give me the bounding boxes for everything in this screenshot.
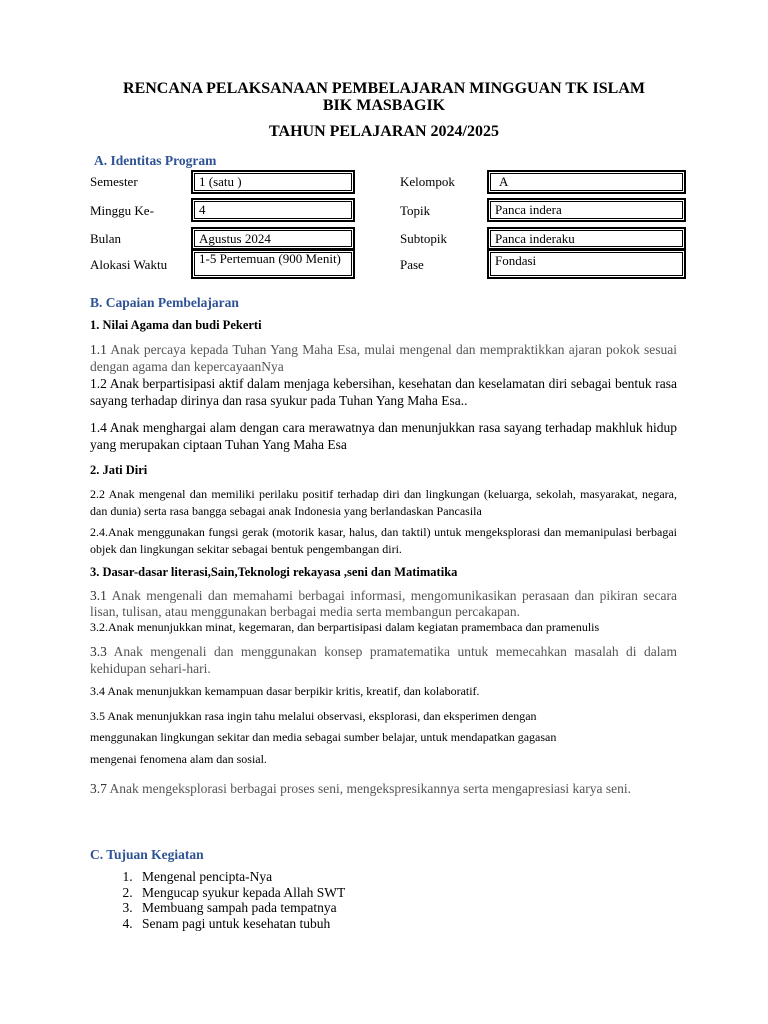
section-c-heading: C. Tujuan Kegiatan xyxy=(90,847,204,862)
semester-label: Semester xyxy=(90,174,138,189)
outcome-3-5-line3: mengenai fenomena alam dan sosial. xyxy=(90,752,267,766)
outcome-1-2: 1.2 Anak berpartisipasi aktif dalam menjaga kebersihan, kesehatan dan keselamatan diri sebagai bentuk rasa sayang terhadap dirinya dan rasa syukur pada Tuhan Yang Maha Esa.. xyxy=(90,376,677,408)
outcome-3-1 xyxy=(90,588,677,620)
outcome-3-7 xyxy=(90,780,677,797)
goal-item: 2. Mengucap syukur kepada Allah SWT xyxy=(136,885,345,901)
goal-item: 4. Senam pagi untuk kesehatan tubuh xyxy=(136,916,345,932)
outcome-3-3-text: Anak mengenali dan menggunakan konsep pramatematika untuk memecahkan masalah di dalam kehidupan sehari-hari. xyxy=(90,644,677,676)
goal-item: 3. Membuang sampah pada tempatnya xyxy=(136,900,345,916)
alokasi-waktu-value-box: 1-5 Pertemuan (900 Menit) xyxy=(191,249,355,279)
topik-value-box: Panca indera xyxy=(487,198,686,222)
minggu-label: Minggu Ke- xyxy=(90,203,154,218)
topik-label: Topik xyxy=(400,203,431,218)
outcome-3-7-number: 3.7 xyxy=(90,781,107,796)
subtopik-value-box: Panca inderaku xyxy=(487,227,686,250)
pase-value-box: Fondasi xyxy=(487,249,686,279)
outcome-3-3 xyxy=(90,643,677,677)
outcome-3-7-text: Anak mengeksplorasi berbagai proses seni, mengekspresikannya serta mengapresiasi karya seni. xyxy=(106,781,631,796)
outcome-3-1-text: Anak mengenali dan memahami berbagai informasi, mengomunikasikan perasaan dan pikiran secara lisan, tulisan, atau menggunakan berbagai media serta membangun percakapan. xyxy=(90,588,677,619)
outcome-1-1-text: Anak percaya kepada Tuhan Yang Maha Esa, mulai mengenal dan mempraktikkan ajaran pokok sesuai dengan agama dan kepercayaanNya xyxy=(90,342,677,374)
outcome-1-1 xyxy=(90,341,677,375)
document-title-line1: RENCANA PELAKSANAAN PEMBELAJARAN MINGGUAN TK ISLAM xyxy=(123,80,645,97)
outcome-3-4: 3.4 Anak menunjukkan kemampuan dasar berpikir kritis, kreatif, dan kolaboratif. xyxy=(90,684,480,698)
subsection-nilai-agama-title: 1. Nilai Agama dan budi Pekerti xyxy=(90,318,262,332)
outcome-1-4: 1.4 Anak menghargai alam dengan cara merawatnya dan menunjukkan rasa sayang terhadap makhluk hidup yang merupakan ciptaan Tuhan Yang Maha Esa xyxy=(90,420,677,452)
outcome-2-2: 2.2 Anak mengenal dan memiliki perilaku positif terhadap diri dan lingkungan (keluarga, sekolah, masyarakat, negara, dan dunia) serta rasa bangga sebagai anak Indonesia yang berlandaskan Pancasila xyxy=(90,487,677,518)
kelompok-value-box: A xyxy=(487,170,686,194)
outcome-3-1-number: 3.1 xyxy=(90,588,107,603)
alokasi-waktu-label: Alokasi Waktu xyxy=(90,257,168,272)
bulan-value-box: Agustus 2024 xyxy=(191,227,355,250)
pase-label: Pase xyxy=(400,257,424,272)
outcome-3-5-line1: 3.5 Anak menunjukkan rasa ingin tahu melalui observasi, eksplorasi, dan eksperimen dengan xyxy=(90,709,537,723)
section-b-heading: B. Capaian Pembelajaran xyxy=(90,295,239,310)
document-title-line2: BIK MASBAGIK xyxy=(322,97,446,114)
activity-goals-list xyxy=(113,869,345,931)
section-a-heading: A. Identitas Program xyxy=(94,153,217,168)
subsection-jati-diri-title: 2. Jati Diri xyxy=(90,463,148,477)
outcome-2-4: 2.4.Anak menggunakan fungsi gerak (motorik kasar, halus, dan taktil) untuk mengeksplorasi dan memanipulasi berbagai objek dan lingkungan sekitar sebagai bentuk pengembangan diri. xyxy=(90,525,677,556)
outcome-3-3-number: 3.3 xyxy=(90,644,107,659)
academic-year-title: TAHUN PELAJARAN 2024/2025 xyxy=(269,123,499,140)
outcome-1-1-number: 1.1 xyxy=(90,342,107,357)
kelompok-label: Kelompok xyxy=(400,174,455,189)
outcome-3-2: 3.2.Anak menunjukkan minat, kegemaran, dan berpartisipasi dalam kegiatan pramembaca dan pramenulis xyxy=(90,620,600,634)
bulan-label: Bulan xyxy=(90,231,122,246)
goal-item: 1. Mengenal pencipta-Nya xyxy=(136,869,345,885)
subsection-literasi-title: 3. Dasar-dasar literasi,Sain,Teknologi rekayasa ,seni dan Matimatika xyxy=(90,565,458,579)
outcome-3-5-line2: menggunakan lingkungan sekitar dan media sebagai sumber belajar, untuk mendapatkan gagasan xyxy=(90,730,557,744)
semester-value-box: 1 (satu ) xyxy=(191,170,355,194)
subtopik-label: Subtopik xyxy=(400,231,447,246)
minggu-value-box: 4 xyxy=(191,198,355,222)
